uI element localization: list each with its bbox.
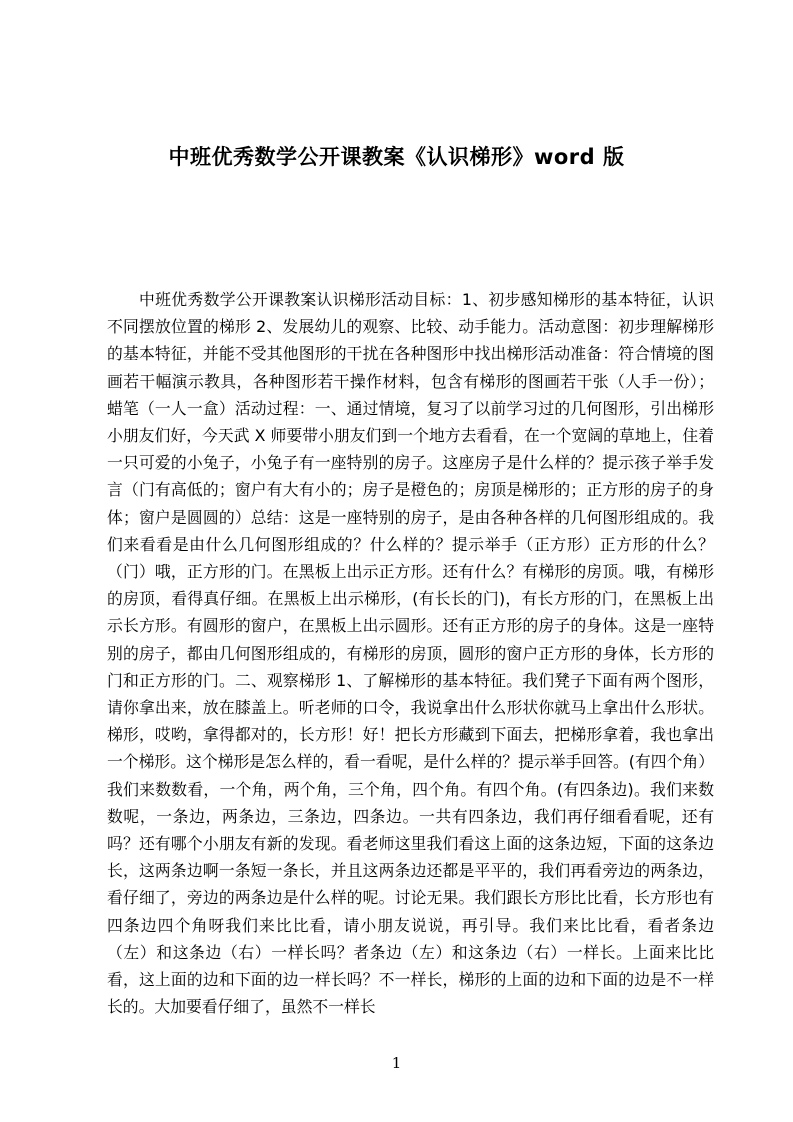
page-number: 1 bbox=[391, 1054, 402, 1072]
body-paragraph: 中班优秀数学公开课教案认识梯形活动目标：1、初步感知梯形的基本特征，认识不同摆放位置的梯形 2、发展幼儿的观察、比较、动手能力。活动意图：初步理解梯形的基本特征，并能不受其他图形的干扰在各种图形中找出梯形活动准备：符合情境的图画若干幅演示教具，各种图形若干操作材料，包含有梯形的图画若干张（人手一份）；蜡笔（一人一盒）活动过程：一、通过情境，复习了以前学习过的几何图形，引出梯形小朋友们好，今天武 X 师要带小朋友们到一个地方去看看，在一个宽阔的草地上，住着一只可爱的小兔子，小兔子有一座特别的房子。这座房子是什么样的？提示孩子举手发言（门有高低的；窗户有大有小的；房子是橙色的；房顶是梯形的；正方形的房子的身体；窗户是圆圆的）总结：这是一座特别的房子，是由各种各样的几何图形组成的。我们来看看是由什么几何图形组成的？什么样的？提示举手（正方形）正方形的什么？（门）哦，正方形的门。在黑板上出示正方形。还有什么？有梯形的房顶。哦，有梯形的房顶，看得真仔细。在黑板上出示梯形，(有长长的门)，有长方形的门，在黑板上出示长方形。有圆形的窗户，在黑板上出示圆形。还有正方形的房子的身体。这是一座特别的房子，都由几何图形组成的，有梯形的房顶，圆形的窗户正方形的身体，长方形的门和正方形的门。二、观察梯形 1、了解梯形的基本特征。我们凳子下面有两个图形，请你拿出来，放在膝盖上。听老师的口令，我说拿出什么形状你就马上拿出什么形状。梯形，哎哟，拿得都对的，长方形！好！把长方形藏到下面去，把梯形拿着，我也拿出一个梯形。这个梯形是怎么样的，看一看呢，是什么样的？提示举手回答。(有四个角）我们来数数看，一个角，两个角，三个角，四个角。有四个角。(有四条边)。我们来数数呢，一条边，两条边，三条边，四条边。一共有四条边，我们再仔细看看呢，还有吗？还有哪个小朋友有新的发现。看老师这里我们看这上面的这条边短，下面的这条边长，这两条边啊一条短一条长，并且这两条边还都是平平的，我们再看旁边的两条边，看仔细了，旁边的两条边是什么样的呢。讨论无果。我们跟长方形比比看，长方形也有四条边四个角呀我们来比比看，请小朋友说说，再引导。我们来比比看，看者条边（左）和这条边（右）一样长吗？者条边（左）和这条边（右）一样长。上面来比比看，这上面的边和下面的边一样长吗？不一样长，梯形的上面的边和下面的边是不一样长的。大加要看仔细了，虽然不一样长 bbox=[107, 290, 714, 1017]
document-title: 中班优秀数学公开课教案《认识梯形》word 版 bbox=[168, 145, 625, 169]
